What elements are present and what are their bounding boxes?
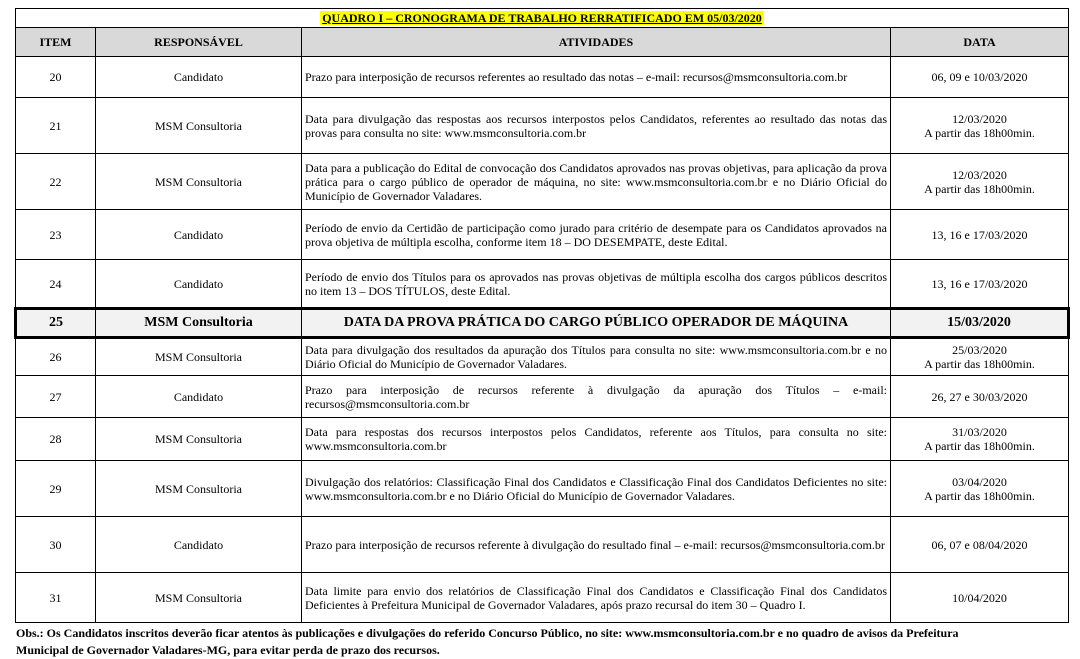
row-data-date: 06, 09 e 10/03/2020 xyxy=(931,70,1028,84)
row-item: 24 xyxy=(16,260,96,309)
row-data xyxy=(891,376,1069,418)
row-responsavel: MSM Consultoria xyxy=(96,154,302,210)
table-row xyxy=(16,210,1069,260)
row-responsavel: Candidato xyxy=(96,376,302,418)
row-item: 23 xyxy=(16,210,96,260)
table-row xyxy=(16,338,1069,376)
row-responsavel: Candidato xyxy=(96,517,302,573)
row-data-date: 15/03/2020 xyxy=(947,315,1011,330)
row-data xyxy=(891,517,1069,573)
row-data xyxy=(891,98,1069,154)
row-item: 27 xyxy=(16,376,96,418)
table-row-highlight xyxy=(16,309,1069,338)
row-data xyxy=(891,210,1069,260)
row-atividade: Prazo para interposição de recursos referentes ao resultado das notas – e-mail: recursos@msmconsultoria.com.br xyxy=(302,57,891,98)
row-data-date: 03/04/2020 xyxy=(952,474,1007,489)
row-atividade: Período de envio da Certidão de participação como jurado para critério de desempate para os Candidatos aprovados na prova objetiva de múltipla escolha, conforme item 18 – DO DESEMPATE, deste Edital. xyxy=(302,210,891,260)
row-atividade: Data para divulgação dos resultados da apuração dos Títulos para consulta no site: www.msmconsultoria.com.br e no Diário Oficial do Município de Governador Valadares. xyxy=(302,338,891,376)
row-data-date: 25/03/2020 xyxy=(952,343,1007,357)
row-responsavel: MSM Consultoria xyxy=(96,98,302,154)
row-item: 26 xyxy=(16,338,96,376)
table-title-row xyxy=(16,9,1069,28)
row-data-time: A partir das 18h00min. xyxy=(924,357,1035,371)
table-row xyxy=(16,376,1069,418)
table-header-row xyxy=(16,28,1069,57)
row-item: 21 xyxy=(16,98,96,154)
schedule-table xyxy=(14,8,1070,623)
row-data xyxy=(891,154,1069,210)
row-data xyxy=(891,573,1069,623)
row-atividade: Data para respostas dos recursos interpostos pelos Candidatos, referente aos Títulos, para consulta no site: www.msmconsultoria.com.br xyxy=(302,418,891,461)
row-data-time: A partir das 18h00min. xyxy=(924,488,1035,503)
table-title: QUADRO I – CRONOGRAMA DE TRABALHO RERRATIFICADO EM 05/03/2020 xyxy=(322,11,762,25)
row-responsavel: MSM Consultoria xyxy=(96,573,302,623)
row-data-date: 13, 16 e 17/03/2020 xyxy=(931,276,1028,291)
row-data xyxy=(891,418,1069,461)
row-data-date: 10/04/2020 xyxy=(952,590,1007,605)
row-item: 25 xyxy=(16,309,96,338)
row-atividade: Prazo para interposição de recursos referente à divulgação da apuração dos Títulos – e-mail: recursos@msmconsultoria.com.br xyxy=(302,376,891,418)
table-title-cell xyxy=(16,9,1069,28)
row-data xyxy=(891,338,1069,376)
row-atividade: Data para divulgação das respostas aos recursos interpostos pelos Candidatos, referentes ao resultado das notas das provas para consulta no site: www.msmconsultoria.com.br xyxy=(302,98,891,154)
table-row xyxy=(16,517,1069,573)
row-responsavel: Candidato xyxy=(96,260,302,309)
row-data-date: 06, 07 e 08/04/2020 xyxy=(931,537,1028,552)
row-atividade: Período de envio dos Títulos para os aprovados nas provas objetivas de múltipla escolha dos cargos públicos descritos no item 13 – DOS TÍTULOS, deste Edital. xyxy=(302,260,891,309)
footnote-line-2: Municipal de Governador Valadares-MG, para evitar perda de prazo dos recursos. xyxy=(16,643,440,657)
row-responsavel: MSM Consultoria xyxy=(96,309,302,338)
table-row xyxy=(16,154,1069,210)
row-data-time: A partir das 18h00min. xyxy=(924,181,1035,196)
row-responsavel: MSM Consultoria xyxy=(96,418,302,461)
row-data-time: A partir das 18h00min. xyxy=(924,439,1035,453)
table-row xyxy=(16,260,1069,309)
row-item: 30 xyxy=(16,517,96,573)
row-data xyxy=(891,309,1069,338)
row-responsavel: MSM Consultoria xyxy=(96,338,302,376)
row-item: 20 xyxy=(16,57,96,98)
row-data-date: 26, 27 e 30/03/2020 xyxy=(931,389,1028,404)
table-row xyxy=(16,418,1069,461)
table-row xyxy=(16,98,1069,154)
table-row xyxy=(16,573,1069,623)
row-item: 31 xyxy=(16,573,96,623)
header-responsavel: RESPONSÁVEL xyxy=(96,28,302,57)
row-atividade: Divulgação dos relatórios: Classificação Final dos Candidatos e Classificação Final dos Candidatos Deficientes no site: www.msmconsultoria.com.br e no Diário Oficial do Município de Governador Valadares. xyxy=(302,461,891,517)
row-atividade: Data limite para envio dos relatórios de Classificação Final dos Candidatos e Classificação Final dos Candidatos Deficientes à Prefeitura Municipal de Governador Valadares, após prazo recursal do item 30 – Quadro I. xyxy=(302,573,891,623)
header-data: DATA xyxy=(891,28,1069,57)
row-atividade: DATA DA PROVA PRÁTICA DO CARGO PÚBLICO OPERADOR DE MÁQUINA xyxy=(302,309,891,338)
header-atividades: ATIVIDADES xyxy=(302,28,891,57)
table-row xyxy=(16,461,1069,517)
row-data-time: A partir das 18h00min. xyxy=(924,125,1035,140)
row-data-date: 13, 16 e 17/03/2020 xyxy=(931,227,1028,242)
row-data-date: 31/03/2020 xyxy=(952,425,1007,439)
row-data xyxy=(891,461,1069,517)
row-responsavel: Candidato xyxy=(96,210,302,260)
row-item: 28 xyxy=(16,418,96,461)
row-atividade: Prazo para interposição de recursos referente à divulgação do resultado final – e-mail: recursos@msmconsultoria.com.br xyxy=(302,517,891,573)
table-row xyxy=(16,57,1069,98)
row-item: 22 xyxy=(16,154,96,210)
footnote-line-1: Obs.: Os Candidatos inscritos deverão ficar atentos às publicações e divulgações do referido Concurso Público, no site: www.msmconsultoria.com.br e no quadro de avisos da Prefeitura xyxy=(16,626,959,640)
header-item: ITEM xyxy=(16,28,96,57)
row-item: 29 xyxy=(16,461,96,517)
row-responsavel: MSM Consultoria xyxy=(96,461,302,517)
row-data xyxy=(891,57,1069,98)
row-atividade: Data para a publicação do Edital de convocação dos Candidatos aprovados nas provas objetivas, para aplicação da prova prática para o cargo público de operador de máquina, no site: www.msmconsultoria.com.br e no Diário Oficial do Município de Governador Valadares. xyxy=(302,154,891,210)
row-responsavel: Candidato xyxy=(96,57,302,98)
row-data-date: 12/03/2020 xyxy=(952,111,1007,126)
row-data xyxy=(891,260,1069,309)
row-data-date: 12/03/2020 xyxy=(952,167,1007,182)
